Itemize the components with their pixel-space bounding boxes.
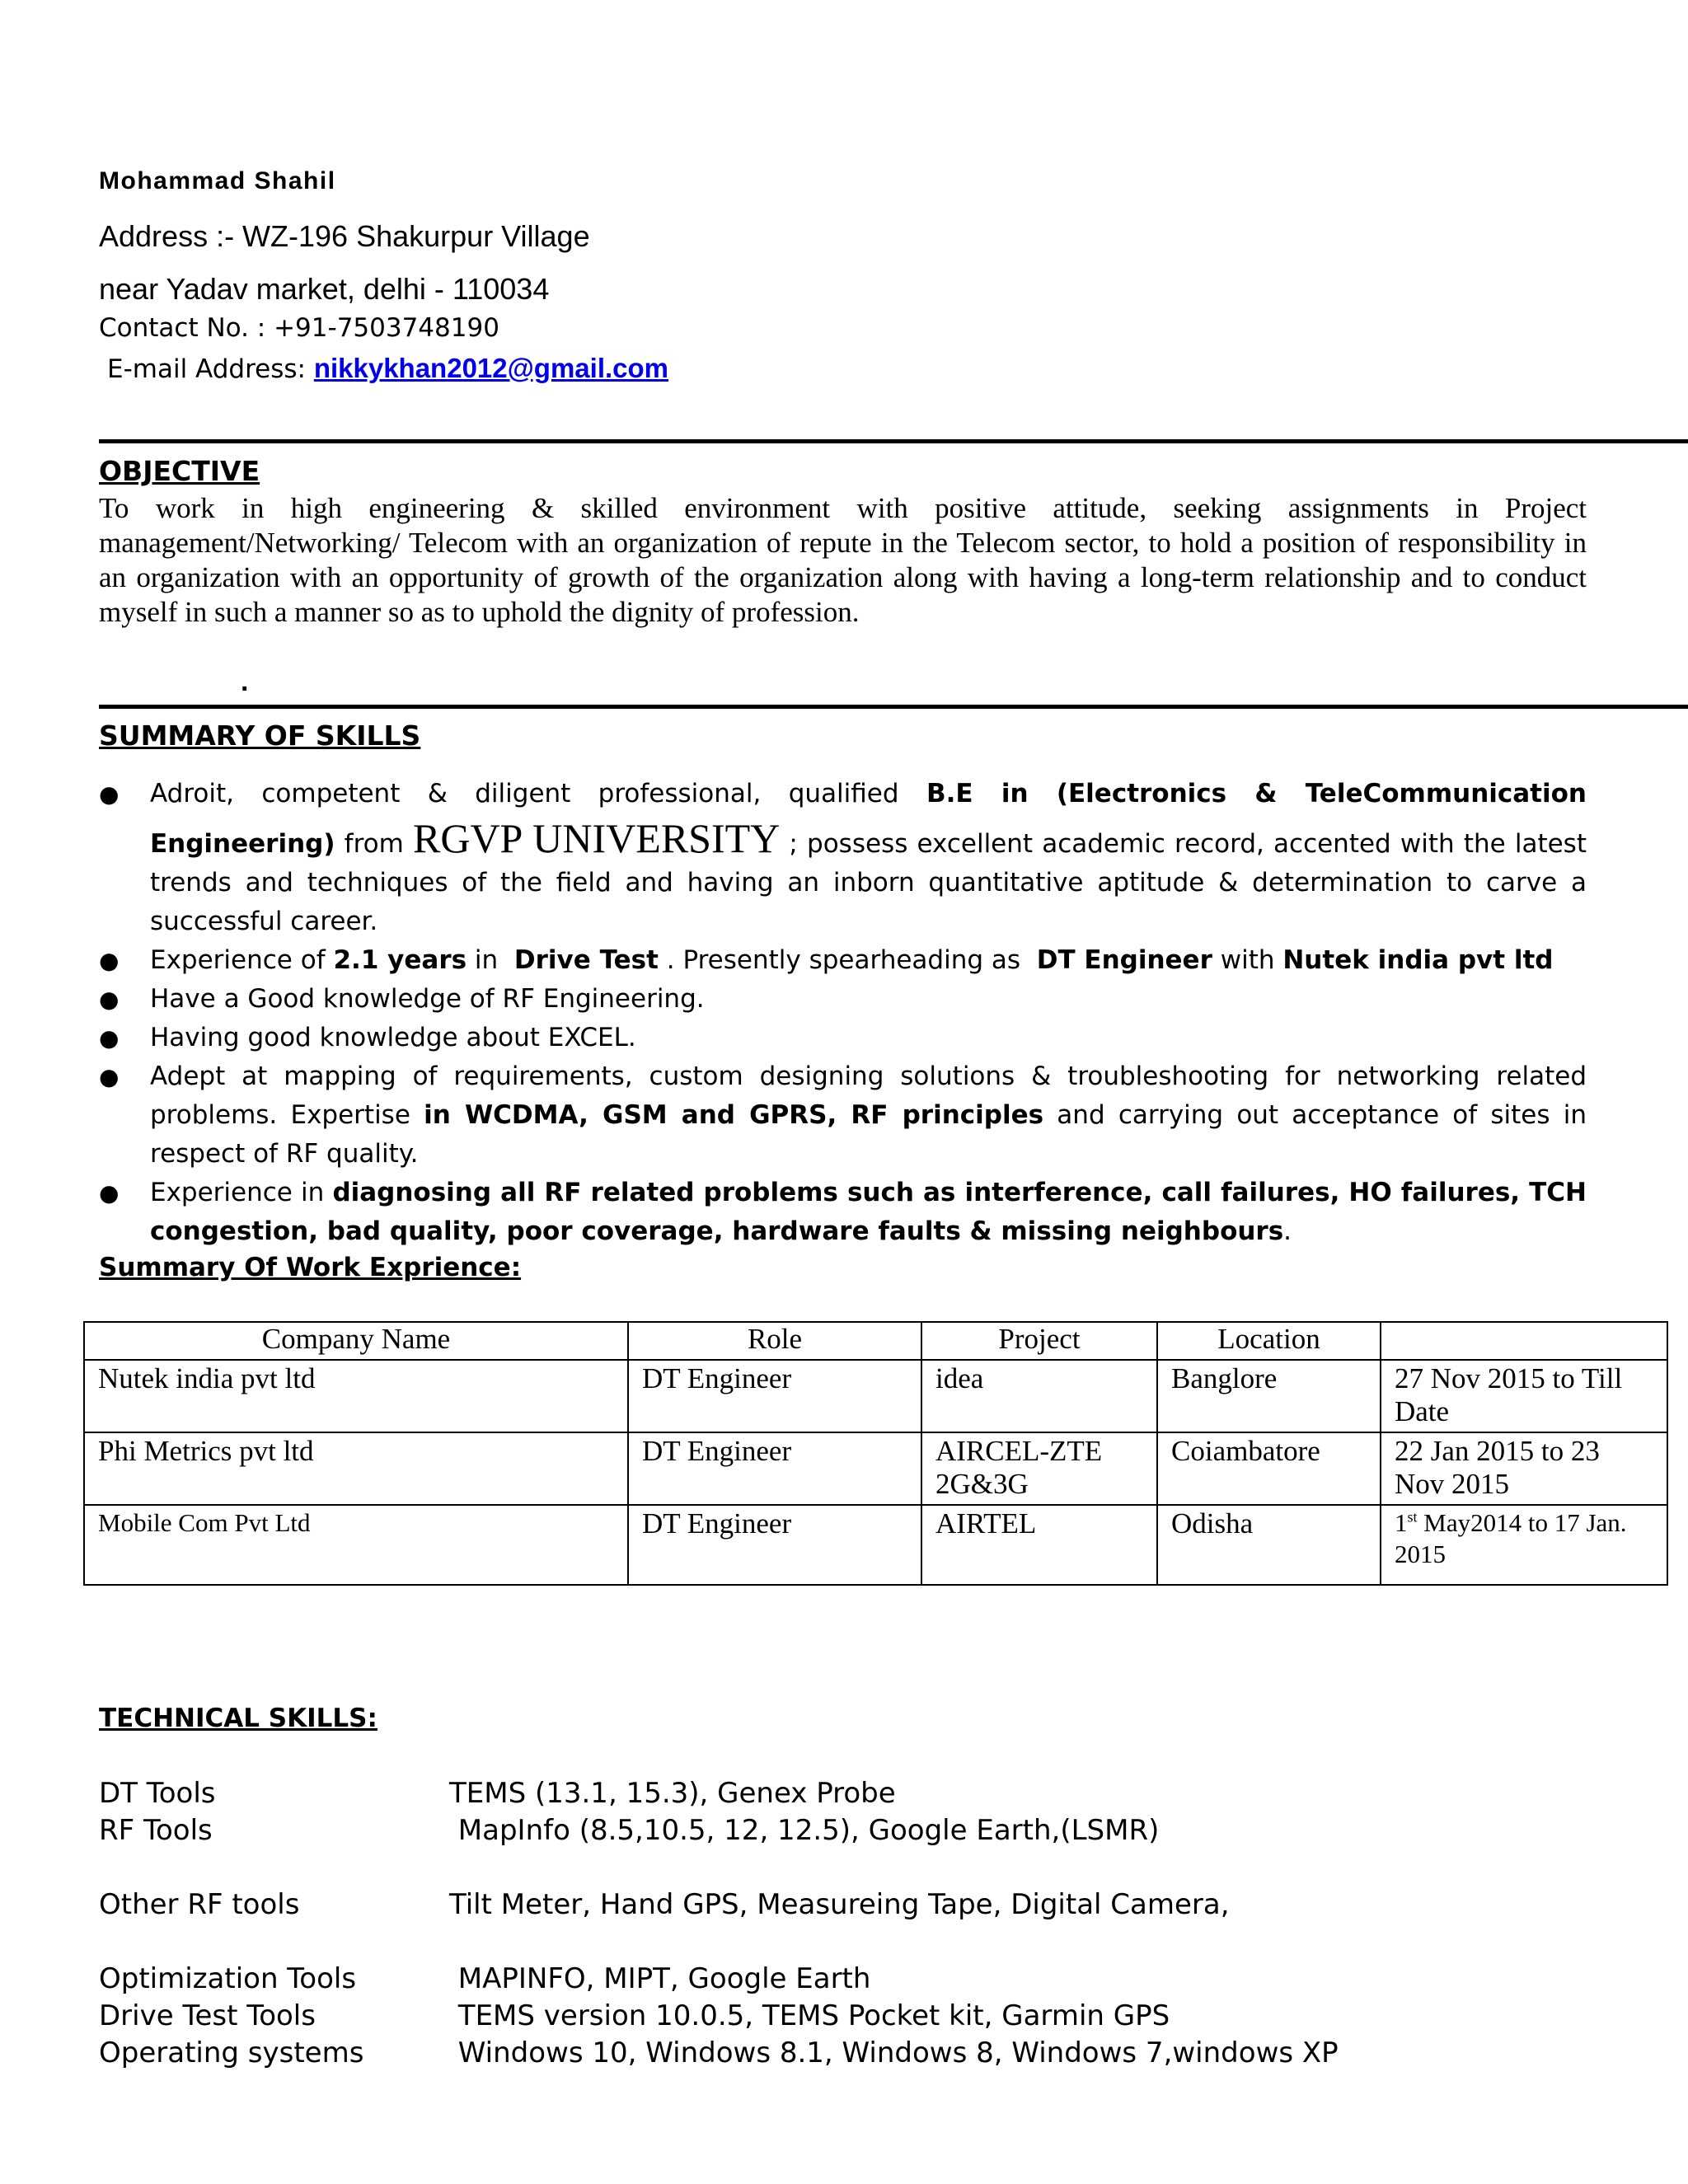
period-cell: 27 Nov 2015 to Till Date	[1381, 1360, 1667, 1432]
address-line-1: Address :- WZ-196 Shakurpur Village	[99, 219, 590, 253]
tech-row-dt-tools	[99, 1777, 1582, 1813]
bullet-icon: ●	[99, 1063, 120, 1090]
stray-dot: .	[241, 666, 249, 697]
period-text: May2014 to 17 Jan. 2015	[1395, 1508, 1627, 1568]
tech-row-drive-test-tools	[99, 1999, 1582, 2036]
skill-bold: Drive Test	[513, 945, 659, 975]
bullet-icon: ●	[99, 1024, 120, 1052]
bullet-icon: ●	[99, 986, 120, 1013]
tech-value: TEMS (13.1, 15.3), Genex Probe	[449, 1777, 896, 1810]
skill-text: in	[467, 945, 514, 975]
skill-text: from	[335, 829, 413, 859]
skill-bold: diagnosing all RF related problems such as interference, call failures, HO failures, TCH congestion, bad quality, poor coverage, hardware faults & missing neighbours	[150, 1178, 1587, 1246]
table-row	[84, 1505, 1667, 1585]
location-cell: Banglore	[1157, 1360, 1381, 1432]
email-label: E-mail Address:	[107, 354, 314, 384]
skill-bold: in WCDMA, GSM and GPRS, RF principles	[424, 1100, 1044, 1130]
work-experience-table	[83, 1321, 1668, 1586]
tech-row-operating-systems	[99, 2036, 1582, 2073]
university-name: RGVP UNIVERSITY	[412, 815, 781, 861]
tech-value: Windows 10, Windows 8.1, Windows 8, Windows 7,windows XP	[449, 2036, 1339, 2069]
tech-label: RF Tools	[99, 1814, 213, 1847]
company-cell: Mobile Com Pvt Ltd	[84, 1505, 628, 1585]
email-link[interactable]: nikkykhan2012@gmail.com	[313, 353, 669, 383]
table-row	[84, 1432, 1667, 1505]
skill-text: .	[1283, 1216, 1292, 1246]
technical-heading: TECHNICAL SKILLS:	[99, 1704, 377, 1733]
divider-top	[99, 439, 1688, 443]
period-day: 1	[1395, 1508, 1408, 1537]
column-header: Project	[921, 1322, 1157, 1360]
skill-text: . Presently spearheading as	[658, 945, 1037, 975]
tech-value: Tilt Meter, Hand GPS, Measureing Tape, Digital Camera,	[449, 1888, 1230, 1921]
role-cell: DT Engineer	[628, 1360, 921, 1432]
bullet-icon: ●	[99, 780, 120, 808]
skill-text: Experience in	[150, 1178, 333, 1207]
skill-text: Experience of	[150, 945, 334, 975]
skill-item-rf	[99, 980, 1587, 1019]
tech-value: MapInfo (8.5,10.5, 12, 12.5), Google Earth,(LSMR)	[449, 1814, 1160, 1847]
tech-label: Other RF tools	[99, 1888, 300, 1921]
work-heading: Summary Of Work Exprience:	[99, 1253, 522, 1282]
tech-label: Optimization Tools	[99, 1962, 357, 1995]
column-header: Role	[628, 1322, 921, 1360]
column-header: Company Name	[84, 1322, 628, 1360]
company-cell: Nutek india pvt ltd	[84, 1360, 628, 1432]
skill-item-networking	[99, 1057, 1587, 1174]
column-header	[1381, 1322, 1667, 1360]
tech-label: Drive Test Tools	[99, 1999, 316, 2032]
location-cell: Odisha	[1157, 1505, 1381, 1585]
bullet-icon: ●	[99, 1179, 120, 1207]
skill-text: Having good knowledge about EXCEL.	[150, 1023, 636, 1052]
email-line	[107, 353, 668, 384]
skill-bold: Nutek india pvt ltd	[1282, 945, 1554, 975]
tech-row-other-rf-tools	[99, 1888, 1582, 1924]
column-header: Location	[1157, 1322, 1381, 1360]
skill-item-excel	[99, 1019, 1587, 1057]
company-cell: Phi Metrics pvt ltd	[84, 1432, 628, 1505]
role-cell: DT Engineer	[628, 1505, 921, 1585]
period-suffix: st	[1407, 1508, 1418, 1526]
bullet-icon: ●	[99, 947, 120, 974]
candidate-name: Mohammad Shahil	[99, 167, 336, 194]
tech-row-optimization-tools	[99, 1962, 1582, 1999]
skill-text: with	[1212, 945, 1283, 975]
skill-text: Adroit, competent & diligent professional, qualified	[150, 779, 926, 808]
skill-bold: 2.1 years	[333, 945, 467, 975]
table-row	[84, 1360, 1667, 1432]
objective-text: To work in high engineering & skilled environment with positive attitude, seeking assignments in Project management/Networking/ Telecom with an organization of repute in the Telecom sector, to hold a position of responsibility in an organization with an opportunity of growth of the organization along with having a long-term relationship and to conduct myself in such a manner so as to uphold the dignity of profession.	[99, 492, 1587, 628]
skill-item-experience	[99, 941, 1587, 980]
skill-item-education	[99, 775, 1587, 941]
tech-row-rf-tools	[99, 1814, 1582, 1850]
period-cell: 22 Jan 2015 to 23 Nov 2015	[1381, 1432, 1667, 1505]
skill-item-diagnosing	[99, 1174, 1587, 1251]
tech-label: DT Tools	[99, 1777, 216, 1810]
tech-label: Operating systems	[99, 2036, 364, 2069]
objective-heading: OBJECTIVE	[99, 455, 260, 487]
project-cell: AIRTEL	[921, 1505, 1157, 1585]
project-cell: idea	[921, 1360, 1157, 1432]
location-cell: Coiambatore	[1157, 1432, 1381, 1505]
table-header-row	[84, 1322, 1667, 1360]
tech-value: TEMS version 10.0.5, TEMS Pocket kit, Garmin GPS	[449, 1999, 1170, 2032]
skills-heading: SUMMARY OF SKILLS	[99, 719, 421, 752]
skill-bold: B.E in (Electronics & TeleCommunication Engineering)	[150, 779, 1587, 859]
period-cell	[1381, 1505, 1667, 1585]
skill-text: ; possess excellent academic record, accented with the latest trends and techniques of the field and having an inborn quantitative aptitude & determination to carve a successful career.	[150, 829, 1587, 936]
skills-list	[99, 775, 1587, 1251]
divider-skills	[99, 705, 1688, 709]
skill-text: Have a Good knowledge of RF Engineering.	[150, 984, 705, 1014]
tech-value: MAPINFO, MIPT, Google Earth	[449, 1962, 871, 1995]
contact-number: Contact No. : +91-7503748190	[99, 313, 499, 343]
skill-text: and carrying out acceptance of sites in respect of RF quality.	[150, 1100, 1587, 1169]
project-cell: AIRCEL-ZTE 2G&3G	[921, 1432, 1157, 1505]
address-line-2: near Yadav market, delhi - 110034	[99, 272, 550, 306]
skill-bold: DT Engineer	[1036, 945, 1212, 975]
role-cell: DT Engineer	[628, 1432, 921, 1505]
skill-text: Adept at mapping of requirements, custom designing solutions & troubleshooting for networking related problems. Expertise	[150, 1062, 1587, 1130]
